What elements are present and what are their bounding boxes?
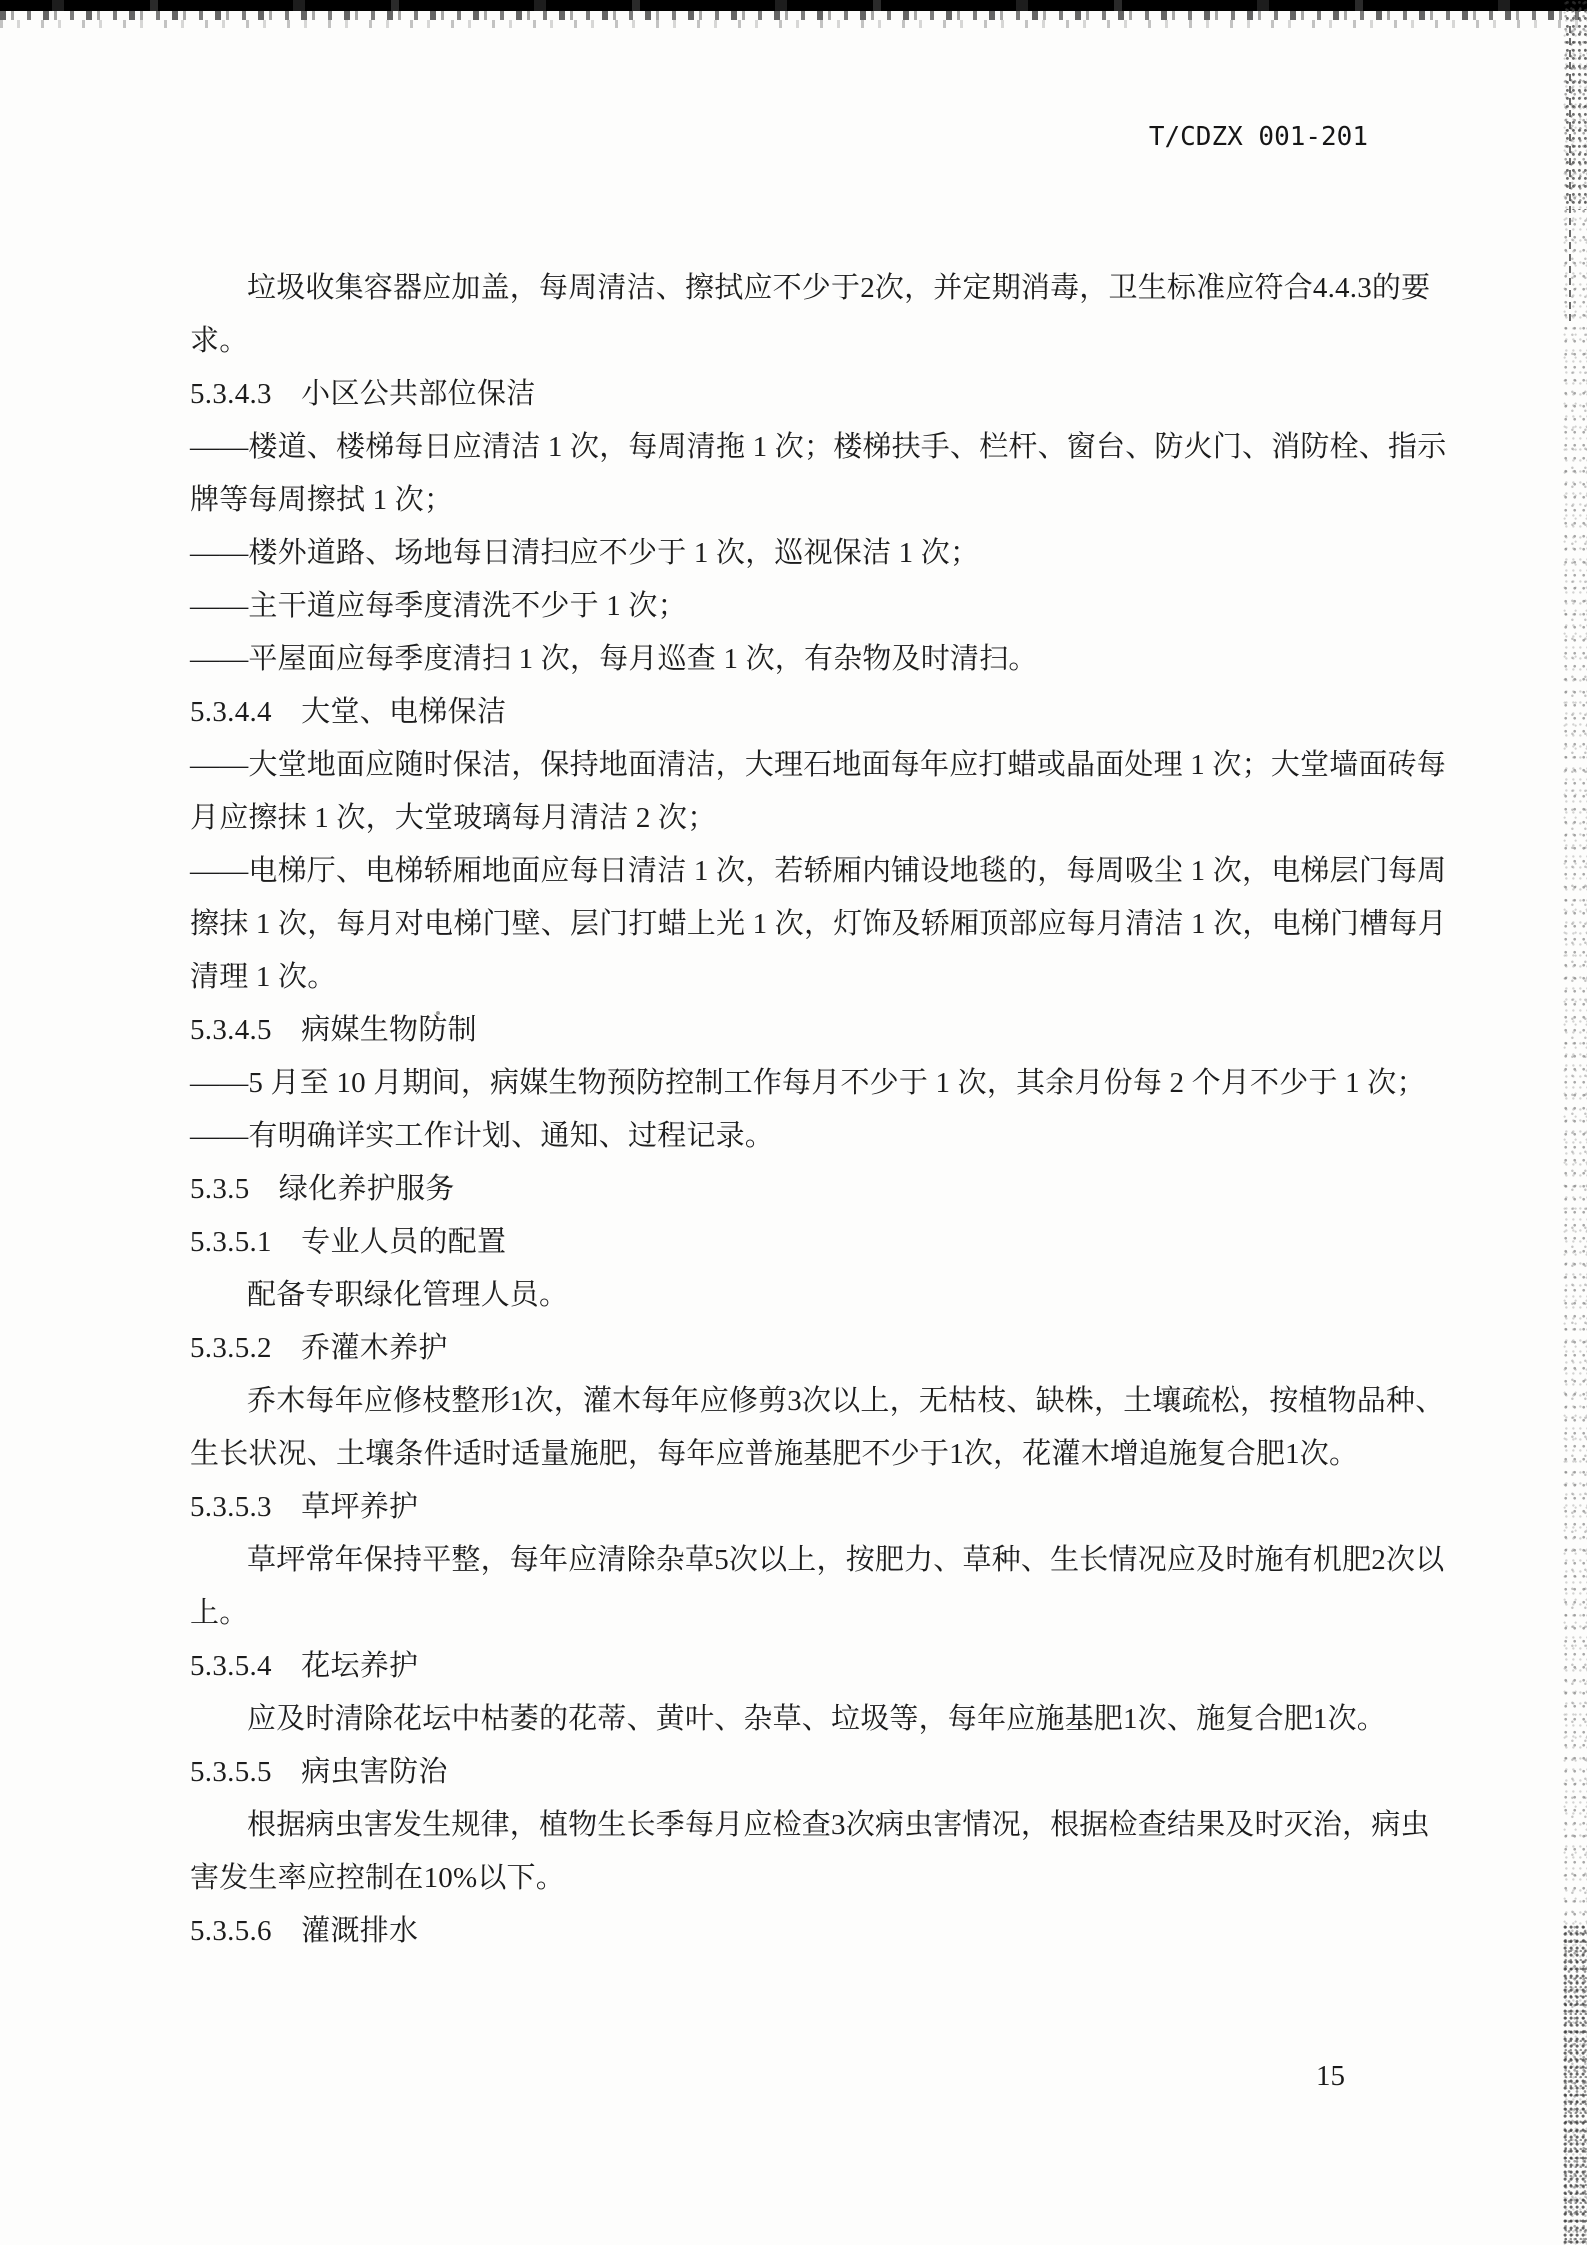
scan-edge-right-noise [1563, 0, 1587, 2245]
text-line: ——大堂地面应随时保洁，保持地面清洁，大理石地面每年应打蜡或晶面处理 1 次；大堂墙面砖每 [190, 749, 1447, 781]
text-line: 乔木每年应修枝整形1次，灌木每年应修剪3次以上，无枯枝、缺株，土壤疏松，按植物品种、 [247, 1385, 1445, 1417]
scan-edge-top-noise [0, 11, 1587, 20]
scan-edge-right-noise-bottom [1563, 1925, 1587, 2245]
text-line: ——有明确详实工作计划、通知、过程记录。 [190, 1120, 775, 1152]
clause-heading: 5.3.5.3 草坪养护 [190, 1491, 419, 1523]
text-line: ——平屋面应每季度清扫 1 次，每月巡查 1 次，有杂物及时清扫。 [190, 643, 1038, 675]
text-line: ——主干道应每季度清洗不少于 1 次； [190, 590, 687, 622]
text-line: 求。 [190, 325, 249, 357]
text-line: ——楼外道路、场地每日清扫应不少于 1 次，巡视保洁 1 次； [190, 537, 980, 569]
clause-heading: 5.3.5.6 灌溉排水 [190, 1915, 419, 1947]
text-line: 应及时清除花坛中枯萎的花蒂、黄叶、杂草、垃圾等，每年应施基肥1次、施复合肥1次。 [247, 1703, 1387, 1735]
clause-heading: 5.3.4.3 小区公共部位保洁 [190, 378, 536, 410]
text-line: ——5 月至 10 月期间，病媒生物预防控制工作每月不少于 1 次，其余月份每 2 个月不少于 1 次； [190, 1067, 1426, 1099]
scan-edge-top-noise-light [0, 20, 1587, 28]
text-line: 清理 1 次。 [190, 961, 337, 993]
text-line: 根据病虫害发生规律，植物生长季每月应检查3次病虫害情况，根据检查结果及时灭治，病虫 [247, 1809, 1430, 1841]
clause-heading: 5.3.4.5 病媒生物防制 [190, 1014, 477, 1046]
clause-heading: 5.3.5 绿化养护服务 [190, 1173, 455, 1205]
text-line: 擦抹 1 次，每月对电梯门壁、层门打蜡上光 1 次，灯饰及轿厢顶部应每月清洁 1 次，电梯门槽每月 [190, 908, 1447, 940]
text-line: 月应擦抹 1 次，大堂玻璃每月清洁 2 次； [190, 802, 717, 834]
document-body [190, 262, 1470, 1958]
clause-heading: 5.3.5.5 病虫害防治 [190, 1756, 448, 1788]
text-line: ——电梯厅、电梯轿厢地面应每日清洁 1 次，若轿厢内铺设地毯的，每周吸尘 1 次，电梯层门每周 [190, 855, 1447, 887]
text-line: 害发生率应控制在10%以下。 [190, 1862, 565, 1894]
text-line: 垃圾收集容器应加盖，每周清洁、擦拭应不少于2次，并定期消毒，卫生标准应符合4.4.3的要 [247, 272, 1431, 304]
standard-number-header: T/CDZX 001-201 [1148, 122, 1368, 152]
text-line: 草坪常年保持平整，每年应清除杂草5次以上，按肥力、草种、生长情况应及时施有机肥2次以 [247, 1544, 1445, 1576]
clause-heading: 5.3.5.4 花坛养护 [190, 1650, 419, 1682]
text-line: 上。 [190, 1597, 249, 1629]
page-number: 15 [1316, 2060, 1345, 2092]
clause-heading: 5.3.4.4 大堂、电梯保洁 [190, 696, 507, 728]
clause-heading: 5.3.5.1 专业人员的配置 [190, 1226, 507, 1258]
text-line: 配备专职绿化管理人员。 [247, 1279, 569, 1311]
scan-edge-right-line [1569, 26, 1571, 326]
clause-heading: 5.3.5.2 乔灌木养护 [190, 1332, 448, 1364]
text-line: 牌等每周擦拭 1 次； [190, 484, 454, 516]
scan-edge-top [0, 0, 1587, 11]
text-line: 生长状况、土壤条件适时适量施肥，每年应普施基肥不少于1次，花灌木增追施复合肥1次。 [190, 1438, 1359, 1470]
text-line: ——楼道、楼梯每日应清洁 1 次，每周清拖 1 次；楼梯扶手、栏杆、窗台、防火门、消防栓、指示 [190, 431, 1447, 463]
